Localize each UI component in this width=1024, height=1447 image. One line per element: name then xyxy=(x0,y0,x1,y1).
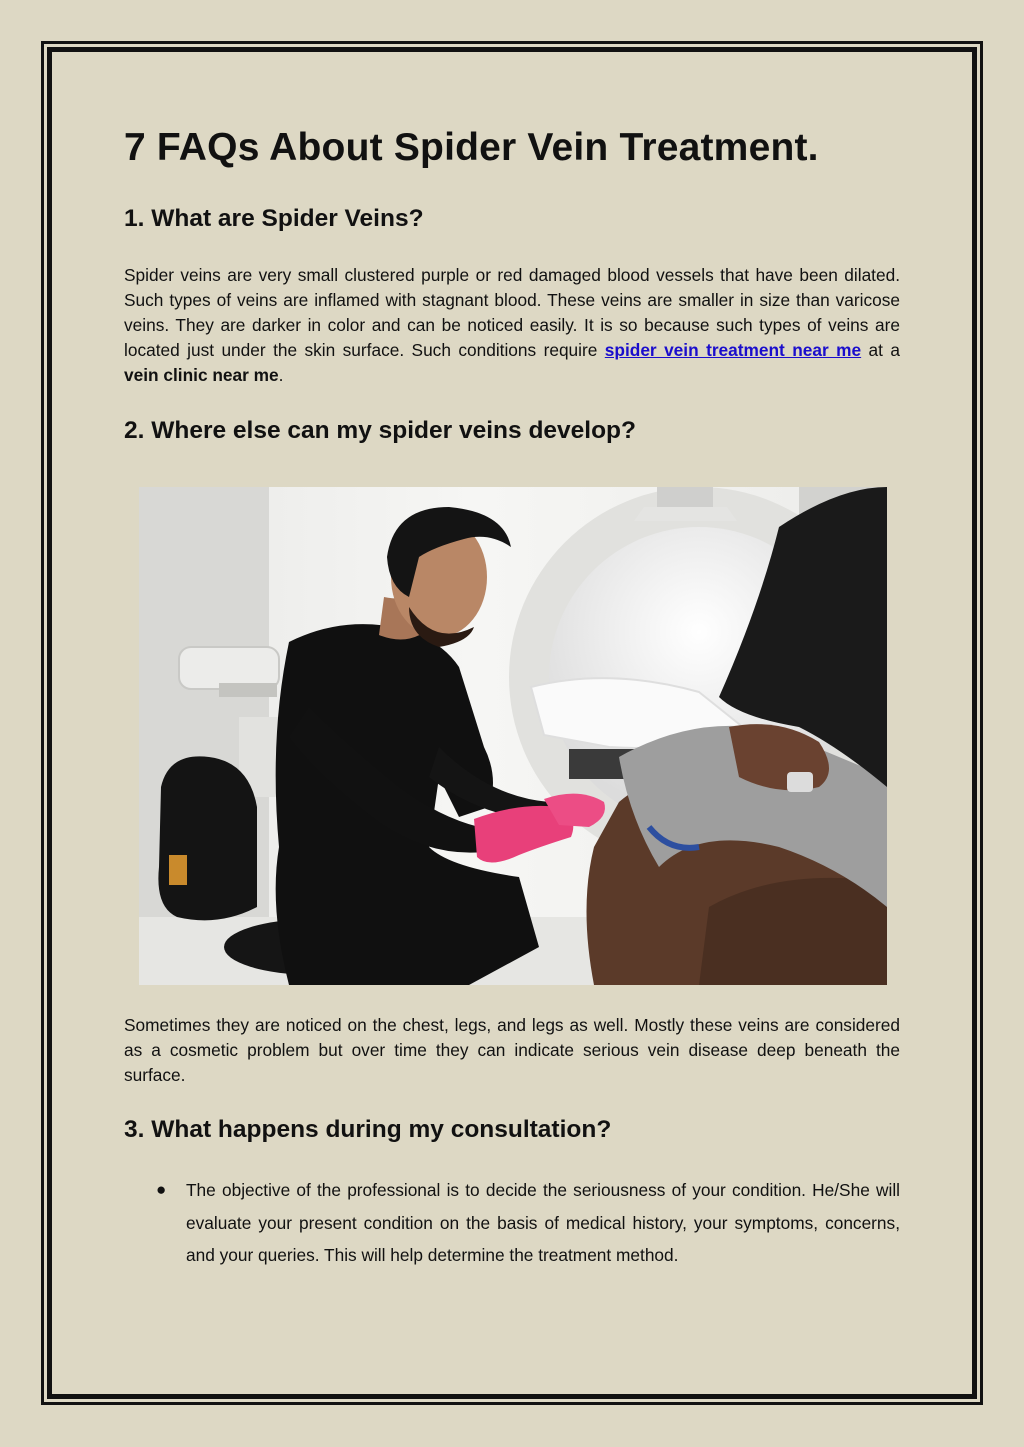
section-heading-consultation: 3. What happens during my consultation? xyxy=(124,1116,612,1143)
page-title: 7 FAQs About Spider Vein Treatment. xyxy=(124,126,819,169)
paragraph-text: Spider veins are very small clustered purple or red damaged blood vessels that have been dilated. Such types of veins are inflamed with stagnant blood. These veins are smaller in size than varicose veins. They are darker in color and can be noticed easily. It is so because such types of veins are located just under the skin surface. Such conditions require xyxy=(124,265,900,360)
paragraph-text: . xyxy=(278,365,284,385)
bullet-text: The objective of the professional is to decide the seriousness of your condition. He/She will evaluate your present condition on the basis of medical history, your symptoms, concerns, and your queries. This will help determine the treatment method. xyxy=(186,1180,900,1265)
consultation-bullet-list xyxy=(124,1174,900,1272)
paragraph-text: at a xyxy=(861,340,900,360)
clinic-photo xyxy=(139,487,887,985)
section-paragraph-what-are-spider-veins xyxy=(124,263,900,388)
document-content xyxy=(124,120,900,1265)
section-paragraph-where-else: Sometimes they are noticed on the chest, legs, and legs as well. Mostly these veins are considered as a cosmetic problem but over time they can indicate serious vein disease deep beneath the surface. xyxy=(124,1015,900,1085)
section-heading-where-else: 2. Where else can my spider veins develop? xyxy=(124,417,636,444)
section-heading-what-are-spider-veins: 1. What are Spider Veins? xyxy=(124,205,424,232)
spider-vein-treatment-link[interactable]: spider vein treatment near me xyxy=(604,340,862,360)
list-item xyxy=(124,1174,900,1272)
bullet-dot-icon: ● xyxy=(156,1180,167,1199)
vein-clinic-bold-text: vein clinic near me xyxy=(124,365,279,385)
